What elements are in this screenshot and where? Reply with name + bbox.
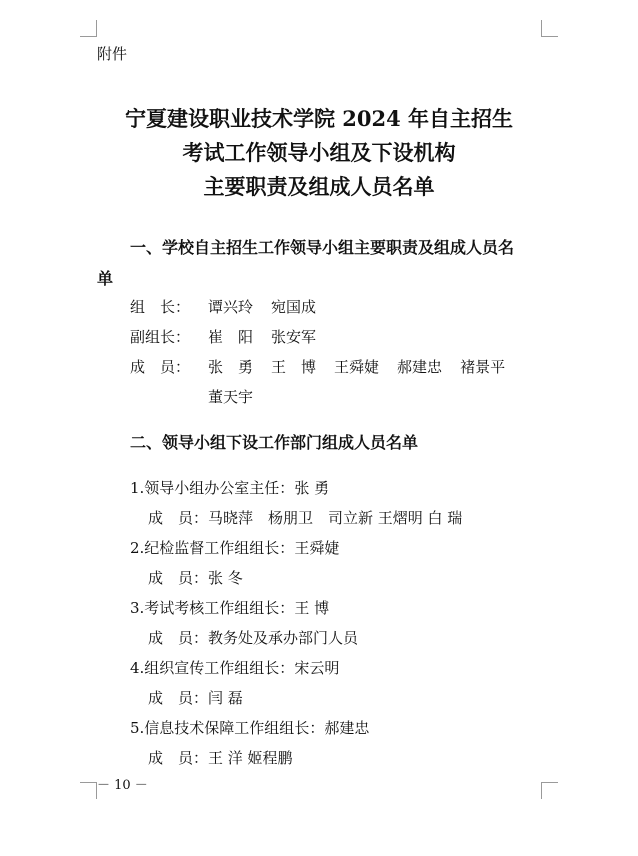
person-name: 王舜婕 bbox=[334, 358, 380, 376]
crop-mark-top-left bbox=[80, 20, 97, 37]
section-1-heading-wrap: 单 bbox=[97, 269, 114, 288]
members-row-continued: 董天宇 bbox=[208, 388, 254, 406]
row-label: 组 长： bbox=[130, 298, 191, 316]
group-1-leader: 1.领导小组办公室主任：张 勇 bbox=[130, 479, 330, 497]
group-2-members: 成 员：张 冬 bbox=[148, 569, 243, 587]
title-line-1: 宁夏建设职业技术学院 2024 年自主招生 bbox=[124, 106, 514, 131]
row-names bbox=[208, 298, 334, 316]
group-5-leader: 5.信息技术保障工作组组长：郝建忠 bbox=[130, 719, 370, 737]
person-name: 张 勇 bbox=[208, 358, 254, 376]
attachment-label: 附件 bbox=[97, 45, 128, 63]
person-name: 郝建忠 bbox=[397, 358, 443, 376]
group-4-members: 成 员：闫 磊 bbox=[148, 689, 243, 707]
title-line-2: 考试工作领导小组及下设机构 bbox=[182, 140, 456, 165]
group-5-members: 成 员：王 洋 姬程鹏 bbox=[148, 749, 293, 767]
members-row bbox=[130, 356, 523, 377]
crop-mark-top-right bbox=[541, 20, 558, 37]
group-2-leader: 2.纪检监督工作组组长：王舜婕 bbox=[130, 539, 340, 557]
title-line-3: 主要职责及组成人员名单 bbox=[203, 174, 435, 199]
page-number: － 10 － bbox=[97, 778, 148, 793]
person-name: 张安军 bbox=[271, 328, 317, 346]
group-3-members: 成 员：教务处及承办部门人员 bbox=[148, 629, 359, 647]
crop-mark-bottom-left bbox=[80, 782, 97, 799]
person-name: 宛国成 bbox=[271, 298, 317, 316]
row-label: 成 员： bbox=[130, 358, 191, 376]
group-1-members: 成 员：马晓萍 杨朋卫 司立新 王熠明 白 瑞 bbox=[148, 509, 463, 527]
person-name: 褚景平 bbox=[460, 358, 506, 376]
row-names bbox=[208, 328, 334, 346]
group-3-leader: 3.考试考核工作组组长：王 博 bbox=[130, 599, 330, 617]
group-4-leader: 4.组织宣传工作组组长：宋云明 bbox=[130, 659, 340, 677]
row-names bbox=[208, 358, 523, 376]
crop-mark-bottom-right bbox=[541, 782, 558, 799]
person-name: 王 博 bbox=[271, 358, 317, 376]
section-2-heading: 二、领导小组下设工作部门组成人员名单 bbox=[130, 433, 419, 452]
leader-row bbox=[130, 296, 334, 317]
row-label: 副组长： bbox=[130, 328, 191, 346]
person-name: 崔 阳 bbox=[208, 328, 254, 346]
person-name: 谭兴玲 bbox=[208, 298, 254, 316]
deputy-leader-row bbox=[130, 326, 334, 347]
section-1-heading: 一、学校自主招生工作领导小组主要职责及组成人员名 bbox=[130, 238, 515, 257]
